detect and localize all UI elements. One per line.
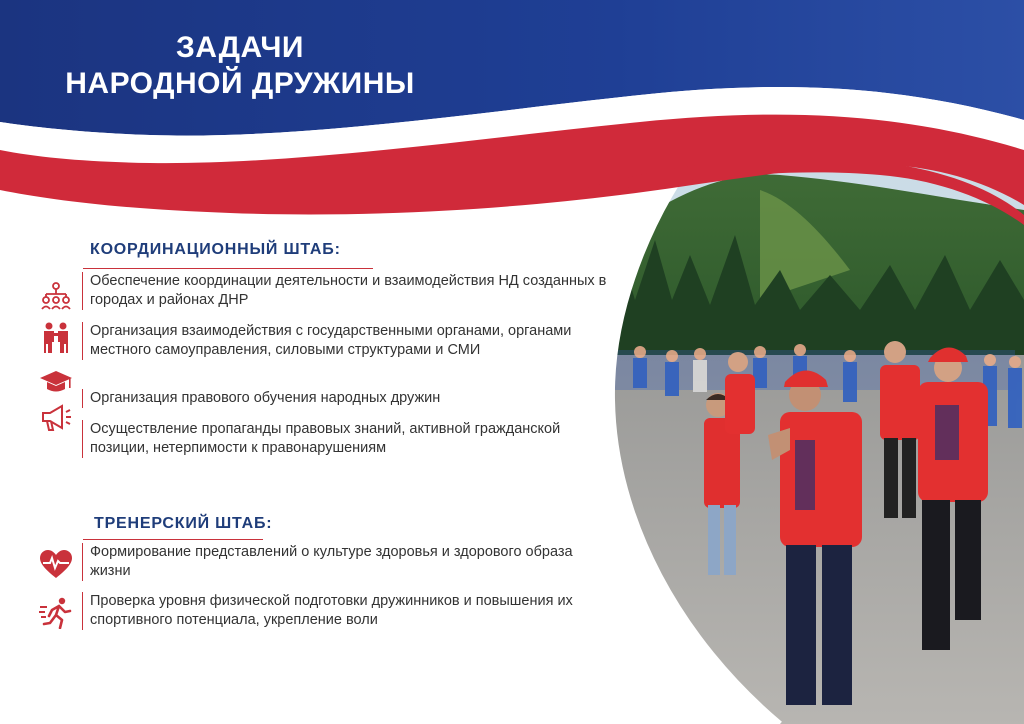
- section-heading-training: ТРЕНЕРСКИЙ ШТАБ:: [94, 515, 273, 532]
- item-text: Обеспечение координации деятельности и взаимодействия НД созданных в городах и районах ДНР: [90, 273, 607, 308]
- item-text: Организация взаимодействия с государственными органами, органами местного самоуправления, силовыми структурами и СМИ: [90, 323, 572, 358]
- item-text: Формирование представлений о культуре здоровья и здорового образа жизни: [90, 544, 573, 579]
- megaphone-icon: [38, 402, 74, 434]
- running-person-icon: [38, 597, 74, 629]
- item-text: Организация правового обучения народных дружин: [90, 390, 441, 406]
- list-item-training-2: [82, 592, 610, 630]
- title-line-1: ЗАДАЧИ: [176, 31, 304, 64]
- item-text: Проверка уровня физической подготовки дружинников и повышения их спортивного потенциала, укрепление воли: [90, 593, 573, 628]
- network-people-icon: [38, 280, 74, 312]
- item-text: Осуществление пропаганды правовых знаний, активной гражданской позиции, нетерпимости к правонарушениям: [90, 421, 561, 456]
- list-item-coordination-2: [82, 322, 610, 360]
- page-title: [0, 30, 480, 102]
- title-line-2: НАРОДНОЙ ДРУЖИНЫ: [65, 67, 415, 100]
- graduation-cap-icon: [38, 365, 74, 397]
- team-training-photo: [600, 140, 1024, 724]
- handshake-people-icon: [38, 322, 74, 354]
- list-item-coordination-1: [82, 272, 610, 310]
- list-item-coordination-3: [82, 389, 610, 408]
- list-item-training-1: [82, 543, 610, 581]
- heart-pulse-icon: [38, 548, 74, 580]
- section-heading-coordination: КООРДИНАЦИОННЫЙ ШТАБ:: [90, 241, 341, 258]
- list-item-coordination-4: [82, 420, 610, 458]
